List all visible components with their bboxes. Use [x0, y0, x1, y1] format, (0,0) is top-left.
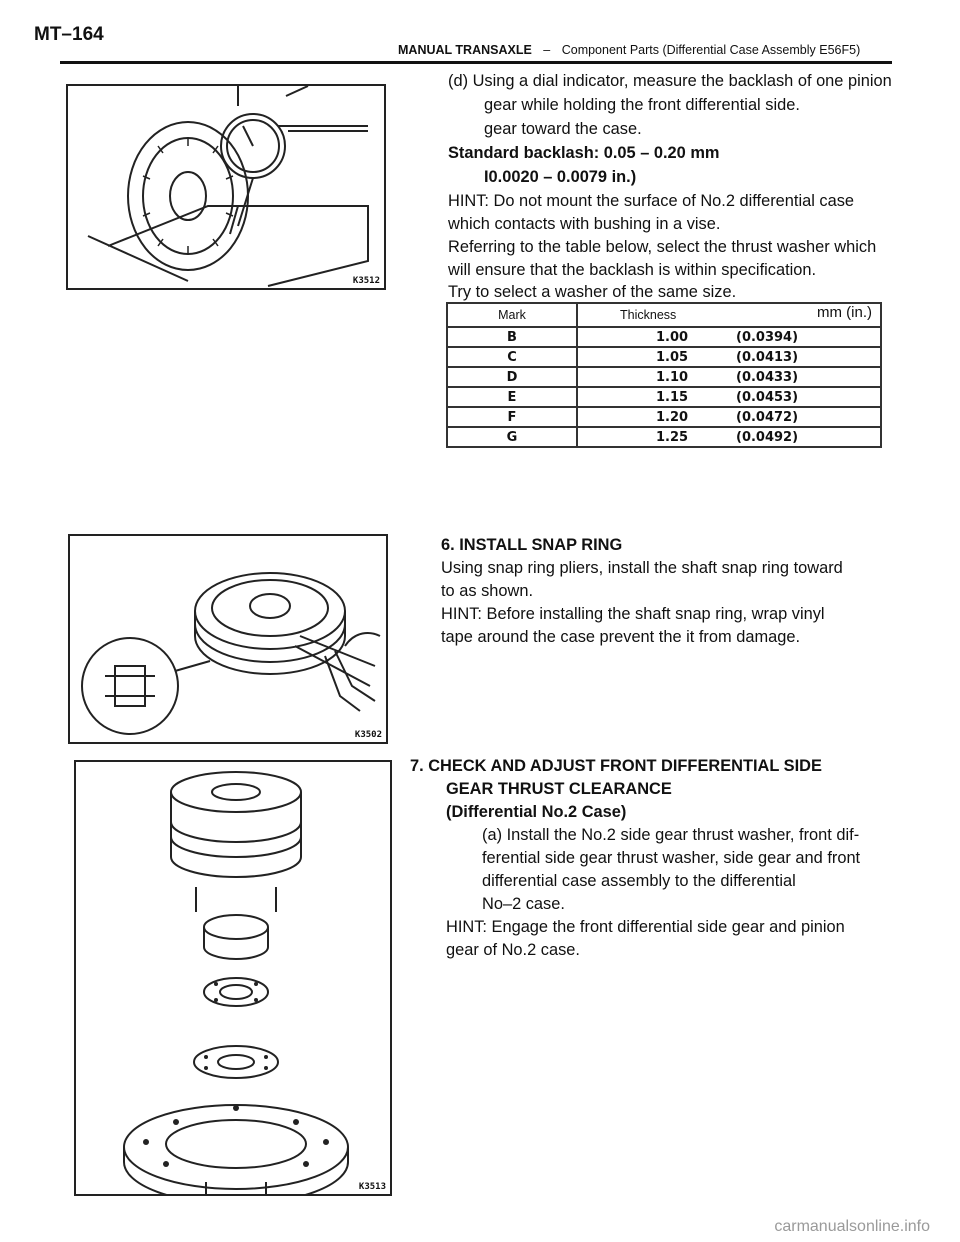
step7-title3: (Differential No.2 Case) [446, 803, 627, 821]
step7-hint2: gear of No.2 case. [446, 941, 580, 959]
mark-cell: B [447, 327, 577, 347]
mark-cell: D [447, 367, 577, 387]
thickness-cell: 1.25 (0.0492) [577, 427, 881, 447]
subsection-title: Component Parts (Differential Case Assembly E56F5) [561, 43, 861, 57]
step7-a1: (a) Install the No.2 side gear thrust washer, front dif- [482, 826, 860, 844]
step-d-line2: gear while holding the front differential side. [484, 96, 800, 114]
washer-table [446, 302, 882, 448]
col-mark: Mark [447, 303, 577, 327]
thickness-cell: 1.15 (0.0453) [577, 387, 881, 407]
step-d-line1: (d) Using a dial indicator, measure the backlash of one pinion [448, 72, 892, 90]
table-row [447, 347, 881, 367]
step6-line1: Using snap ring pliers, install the shaft snap ring toward [441, 559, 843, 577]
table-row [447, 327, 881, 347]
col-thickness [577, 303, 881, 327]
thickness-cell: 1.10 (0.0433) [577, 367, 881, 387]
mark-cell: F [447, 407, 577, 427]
thickness-cell: 1.00 (0.0394) [577, 327, 881, 347]
hint-d-line2: which contacts with bushing in a vise. [448, 215, 721, 233]
step-d-line3: gear toward the case. [484, 120, 642, 138]
thickness-cell: 1.20 (0.0472) [577, 407, 881, 427]
figure-dial-indicator [66, 84, 386, 290]
reference-line3: Try to select a washer of the same size. [448, 283, 737, 301]
hint-d-line1: HINT: Do not mount the surface of No.2 differential case [448, 192, 855, 210]
step7-a4: No–2 case. [482, 895, 565, 913]
figure-code-1: K3512 [352, 276, 380, 286]
mark-cell: C [447, 347, 577, 367]
running-header [398, 43, 860, 57]
figure-code-3: K3513 [358, 1182, 386, 1192]
standard-backlash: Standard backlash: 0.05 – 0.20 mm [448, 144, 720, 162]
reference-line1: Referring to the table below, select the thrust washer which [448, 238, 877, 256]
section-title: MANUAL TRANSAXLE [398, 43, 532, 57]
table-row [447, 427, 881, 447]
step6-title: 6. INSTALL SNAP RING [441, 536, 623, 554]
page-number: MT–164 [34, 24, 104, 45]
step7-title2: GEAR THRUST CLEARANCE [446, 780, 672, 798]
step6-line2: to as shown. [441, 582, 534, 600]
figure-code-2: K3502 [354, 730, 382, 740]
thickness-cell: 1.05 (0.0413) [577, 347, 881, 367]
step6-hint2: tape around the case prevent the it from damage. [441, 628, 800, 646]
step7-a2: ferential side gear thrust washer, side gear and front [482, 849, 861, 867]
reference-line2: will ensure that the backlash is within specification. [448, 261, 817, 279]
standard-backlash-inch: I0.0020 – 0.0079 in.) [484, 168, 637, 186]
figure-differential-exploded [74, 760, 392, 1196]
unit-label: mm (in.) [817, 304, 872, 321]
step7-hint1: HINT: Engage the front differential side gear and pinion [446, 918, 845, 936]
col-thickness-label: Thickness [620, 308, 677, 322]
table-row [447, 367, 881, 387]
figure-snap-ring [68, 534, 388, 744]
table-row [447, 407, 881, 427]
step7-title1: 7. CHECK AND ADJUST FRONT DIFFERENTIAL SIDE [410, 757, 822, 775]
washer-rows [447, 327, 881, 447]
watermark[interactable]: carmanualsonline.info [774, 1218, 930, 1235]
step6-hint1: HINT: Before installing the shaft snap ring, wrap vinyl [441, 605, 825, 623]
mark-cell: G [447, 427, 577, 447]
mark-cell: E [447, 387, 577, 407]
header-separator: – [543, 43, 551, 57]
header-rule [60, 61, 892, 64]
table-row [447, 387, 881, 407]
step7-a3: differential case assembly to the differential [482, 872, 796, 890]
